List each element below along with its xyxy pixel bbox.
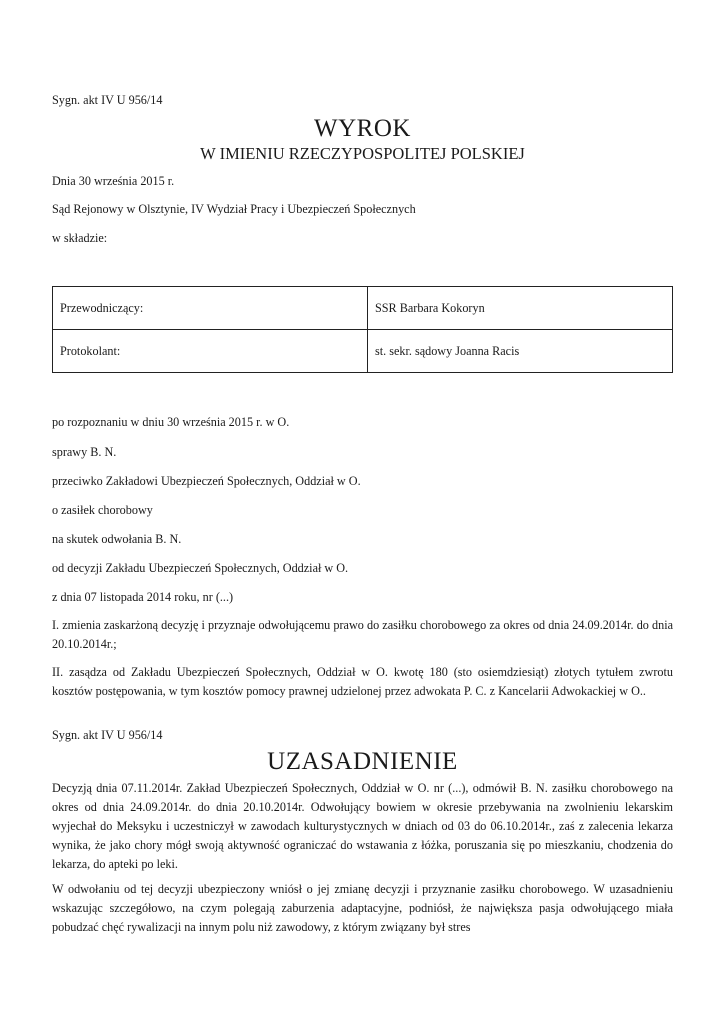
name-cell: SSR Barbara Kokoryn bbox=[368, 287, 673, 330]
justification-paragraph-2: W odwołaniu od tej decyzji ubezpieczony wniósł o jej zmianę decyzji i przyznanie zasiłku chorobowego. W uzasadnieniu wskazując szczegółowo, na czym polegają zaburzenia adaptacyjne, podniósł, że największa pasja odwołującego miała pobudzać chęć rywalizacji na innym polu niż zawodowy, z którym związany był stres bbox=[52, 882, 673, 934]
table-row bbox=[53, 287, 673, 330]
composition-intro: w składzie: bbox=[52, 231, 108, 245]
court-composition-table bbox=[52, 286, 673, 373]
judgment-subtitle: W IMIENIU RZECZYPOSPOLITEJ POLSKIEJ bbox=[200, 144, 525, 163]
judgment-title: WYROK bbox=[314, 115, 411, 142]
judgment-date: Dnia 30 września 2015 r. bbox=[52, 174, 175, 188]
justification-title: UZASADNIENIE bbox=[267, 748, 458, 775]
verdict-point-1: I. zmienia zaskarżoną decyzję i przyznaje odwołującemu prawo do zasiłku chorobowego za okres od dnia 24.09.2014r. do dnia 20.10.2014r.; bbox=[52, 618, 673, 651]
matter-line: sprawy B. N. bbox=[52, 445, 117, 459]
against-line: przeciwko Zakładowi Ubezpieczeń Społecznych, Oddział w O. bbox=[52, 474, 361, 488]
name-cell: st. sekr. sądowy Joanna Racis bbox=[368, 330, 673, 373]
role-cell: Protokolant: bbox=[53, 330, 368, 373]
subject-line: o zasiłek chorobowy bbox=[52, 503, 153, 517]
case-signature-justification: Sygn. akt IV U 956/14 bbox=[52, 728, 163, 742]
court-name: Sąd Rejonowy w Olsztynie, IV Wydział Pracy i Ubezpieczeń Społecznych bbox=[52, 202, 416, 216]
decision-date-line: z dnia 07 listopada 2014 roku, nr (...) bbox=[52, 590, 234, 604]
case-signature-top: Sygn. akt IV U 956/14 bbox=[52, 93, 163, 107]
considered-line: po rozpoznaniu w dniu 30 września 2015 r. w O. bbox=[52, 415, 290, 429]
role-cell: Przewodniczący: bbox=[53, 287, 368, 330]
appeal-line: na skutek odwołania B. N. bbox=[52, 532, 182, 546]
justification-paragraph-1: Decyzją dnia 07.11.2014r. Zakład Ubezpieczeń Społecznych, Oddział w O. nr (...), odmówił B. N. zasiłku chorobowego na okres od dnia 24.09.2014r. do dnia 20.10.2014r. Odwołujący bowiem w okresie przebywania na zwolnieniu lekarskim wyjechał do Meksyku i uczestniczył w zawodach kulturystycznych w dniach od 03 do 06.10.2014r., zaś z zalecenia lekarza wynika, że jako chory mógł swoją aktywność ograniczać do wstawania z łóżka, poruszania się po mieszkaniu, chodzenia do lekarza, do apteki po leki. bbox=[52, 781, 673, 871]
decision-source-line: od decyzji Zakładu Ubezpieczeń Społecznych, Oddział w O. bbox=[52, 561, 349, 575]
verdict-point-2: II. zasądza od Zakładu Ubezpieczeń Społecznych, Oddział w O. kwotę 180 (sto osiemdziesiąt) złotych tytułem zwrotu kosztów postępowania, w tym kosztów pomocy prawnej udzielonej przez adwokata P. C. z Kancelarii Adwokackiej w O.. bbox=[52, 665, 673, 698]
table-row bbox=[53, 330, 673, 373]
